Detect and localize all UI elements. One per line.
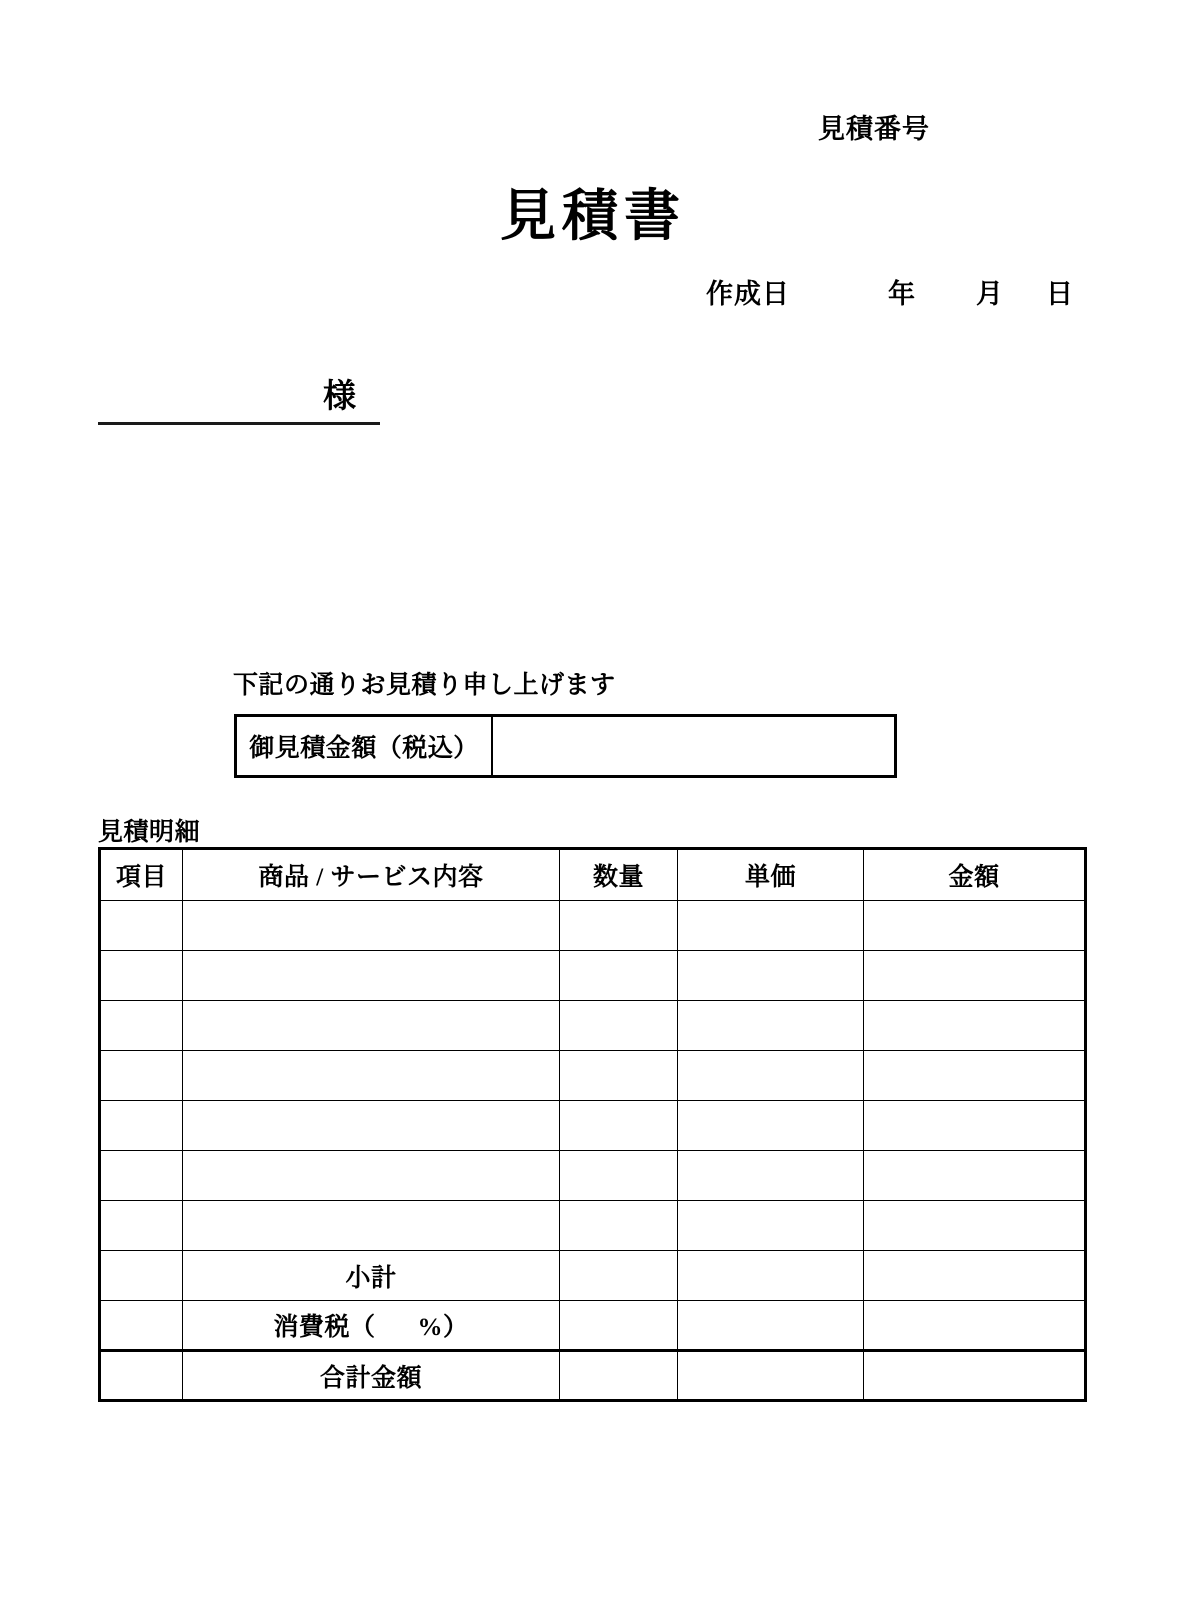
subtotal-label: 小計 (183, 1251, 560, 1301)
quotation-statement: 下記の通りお見積り申し上げます (233, 672, 616, 699)
cell-unit-price[interactable] (678, 1151, 864, 1201)
cell-unit-price[interactable] (678, 1001, 864, 1051)
cell-quantity[interactable] (560, 1151, 678, 1201)
subtotal-amount[interactable] (864, 1251, 1086, 1301)
column-header-item: 項目 (100, 849, 183, 901)
cell-unit-price[interactable] (678, 951, 864, 1001)
cell-quantity[interactable] (560, 1101, 678, 1151)
cell-unit-price[interactable] (678, 1051, 864, 1101)
table-header-row (100, 849, 1086, 901)
cell-amount[interactable] (864, 1101, 1086, 1151)
page-title (0, 172, 1200, 252)
detail-section-label: 見積明細 (98, 819, 201, 846)
cell-description[interactable] (183, 1151, 560, 1201)
tax-label (183, 1301, 560, 1351)
table-row (100, 951, 1086, 1001)
table-row (100, 901, 1086, 951)
total-label: 合計金額 (183, 1351, 560, 1401)
cell-item[interactable] (100, 1151, 183, 1201)
tax-row (100, 1301, 1086, 1351)
tax-quantity[interactable] (560, 1301, 678, 1351)
quote-amount-label: 御見積金額（税込） (237, 717, 493, 775)
cell-quantity[interactable] (560, 951, 678, 1001)
column-header-description: 商品 / サービス内容 (183, 849, 560, 901)
date-day-label: 日 (1046, 279, 1074, 309)
cell-unit-price[interactable] (678, 1101, 864, 1151)
subtotal-quantity[interactable] (560, 1251, 678, 1301)
cell-quantity[interactable] (560, 1051, 678, 1101)
cell-quantity[interactable] (560, 1201, 678, 1251)
cell-amount[interactable] (864, 1001, 1086, 1051)
total-row (100, 1351, 1086, 1401)
quote-amount-box (234, 714, 897, 778)
cell-description[interactable] (183, 901, 560, 951)
cell-description[interactable] (183, 1051, 560, 1101)
page-title-text: 見積書 (500, 186, 686, 248)
cell-amount[interactable] (864, 901, 1086, 951)
cell-amount[interactable] (864, 1051, 1086, 1101)
cell-item[interactable] (100, 1351, 183, 1401)
cell-unit-price[interactable] (678, 901, 864, 951)
cell-description[interactable] (183, 951, 560, 1001)
cell-item[interactable] (100, 1101, 183, 1151)
cell-description[interactable] (183, 1001, 560, 1051)
customer-honorific-label: 様 (323, 379, 356, 415)
table-row (100, 1101, 1086, 1151)
quote-number-label: 見積番号 (818, 114, 930, 144)
cell-item[interactable] (100, 1051, 183, 1101)
quotation-detail-table (98, 847, 1087, 1402)
tax-label-suffix: %） (417, 1314, 469, 1341)
tax-label-prefix: 消費税（ (273, 1314, 376, 1341)
customer-name-rule (98, 422, 380, 425)
table-row (100, 1051, 1086, 1101)
cell-item[interactable] (100, 1301, 183, 1351)
date-year-label: 年 (888, 279, 916, 309)
table-row (100, 1151, 1086, 1201)
date-month-label: 月 (976, 279, 1004, 309)
cell-quantity[interactable] (560, 1001, 678, 1051)
cell-amount[interactable] (864, 951, 1086, 1001)
cell-item[interactable] (100, 1001, 183, 1051)
creation-date-line (706, 272, 1074, 311)
column-header-amount: 金額 (864, 849, 1086, 901)
column-header-quantity: 数量 (560, 849, 678, 901)
cell-item[interactable] (100, 901, 183, 951)
cell-item[interactable] (100, 1201, 183, 1251)
cell-amount[interactable] (864, 1201, 1086, 1251)
subtotal-unit-price[interactable] (678, 1251, 864, 1301)
cell-item[interactable] (100, 1251, 183, 1301)
subtotal-row (100, 1251, 1086, 1301)
total-unit-price[interactable] (678, 1351, 864, 1401)
column-header-unit-price: 単価 (678, 849, 864, 901)
cell-unit-price[interactable] (678, 1201, 864, 1251)
creation-date-label: 作成日 (706, 279, 790, 309)
total-quantity[interactable] (560, 1351, 678, 1401)
tax-unit-price[interactable] (678, 1301, 864, 1351)
total-amount[interactable] (864, 1351, 1086, 1401)
tax-amount[interactable] (864, 1301, 1086, 1351)
table-row (100, 1201, 1086, 1251)
quote-amount-value[interactable] (493, 717, 894, 775)
cell-description[interactable] (183, 1101, 560, 1151)
table-row (100, 1001, 1086, 1051)
cell-item[interactable] (100, 951, 183, 1001)
cell-description[interactable] (183, 1201, 560, 1251)
cell-quantity[interactable] (560, 901, 678, 951)
cell-amount[interactable] (864, 1151, 1086, 1201)
